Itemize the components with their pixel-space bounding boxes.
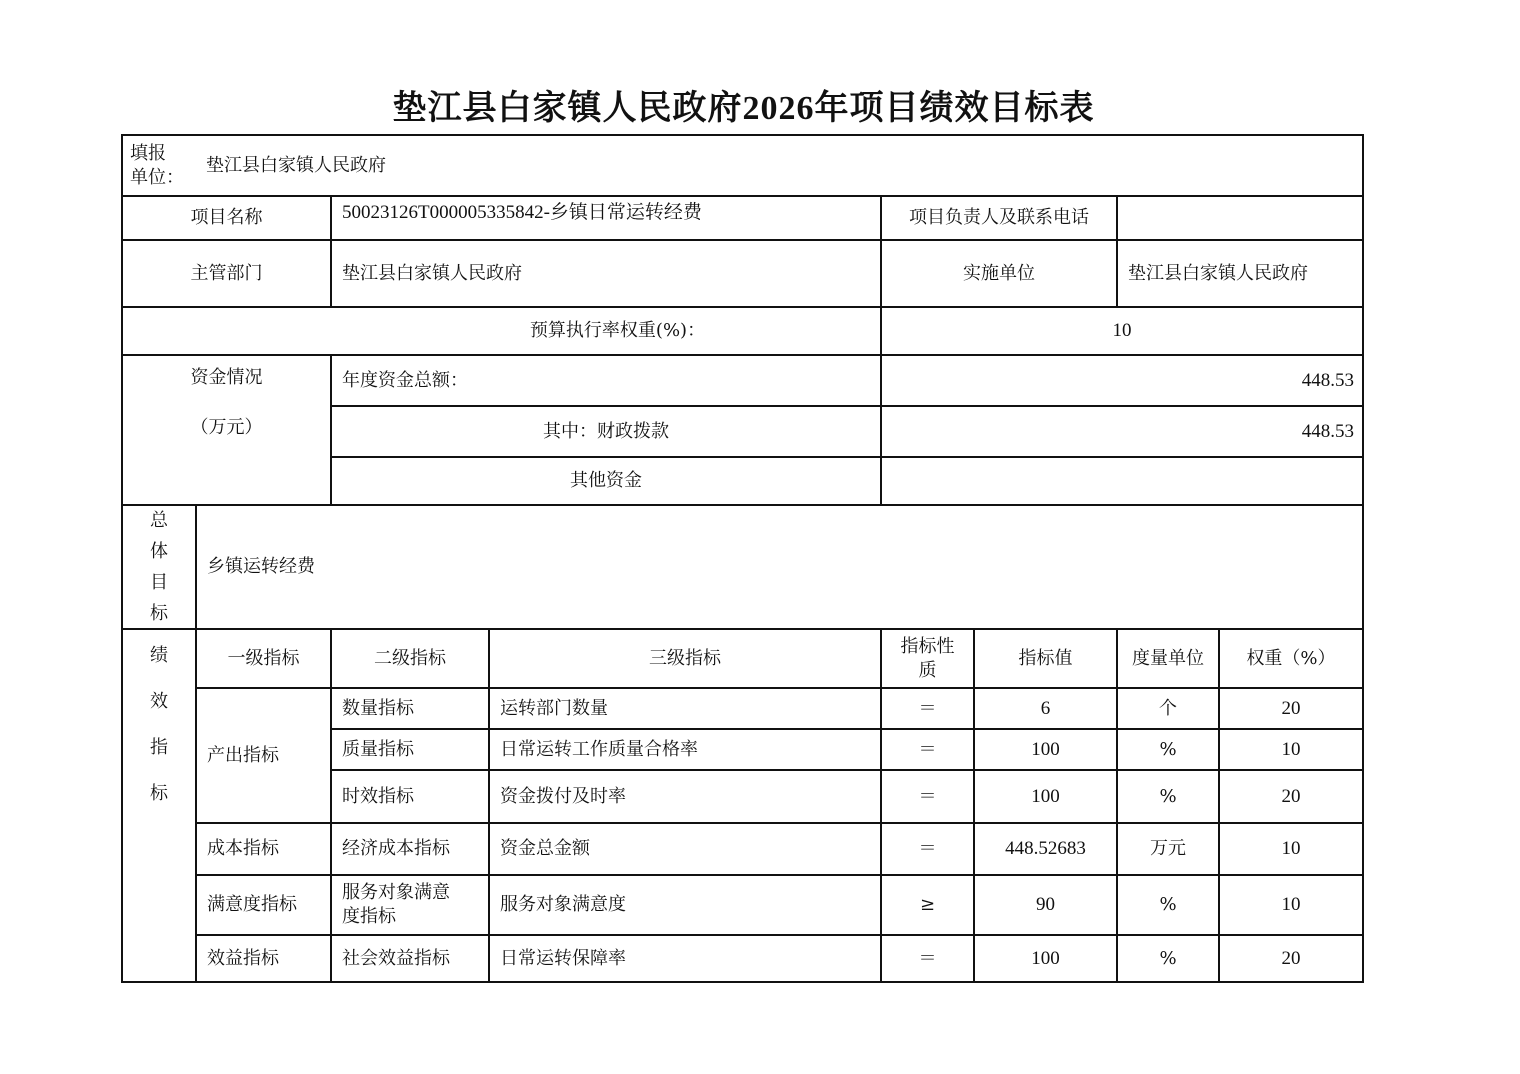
dept-value: 垫江县白家镇人民政府 xyxy=(342,262,522,284)
goal-label-char: 目 xyxy=(150,572,168,593)
value-cell: 448.52683 xyxy=(1005,838,1086,859)
weight-cell: 20 xyxy=(1281,947,1301,969)
header-nature-line2: 质 xyxy=(918,659,937,681)
level3-cell: 日常运转保障率 xyxy=(500,947,626,969)
impl-value: 垫江县白家镇人民政府 xyxy=(1128,262,1308,284)
group-satisfaction: 满意度指标 xyxy=(207,894,297,915)
contact-value xyxy=(1118,197,1362,239)
funds-fiscal-label: 其中：财政拨款 xyxy=(543,420,669,442)
level3-cell: 资金总金额 xyxy=(500,838,590,859)
unit-label xyxy=(130,138,194,194)
weight-cell: 20 xyxy=(1281,785,1301,807)
budget-rate-value: 10 xyxy=(1112,320,1132,341)
table-border-bottom xyxy=(121,981,1364,983)
level2-cell: 时效指标 xyxy=(342,785,414,807)
group-output: 产出指标 xyxy=(207,744,279,766)
level2-cell: 数量指标 xyxy=(342,697,414,719)
value-cell: 100 xyxy=(1031,947,1060,969)
nature-cell: ≥ xyxy=(919,894,936,915)
group-benefit: 效益指标 xyxy=(207,947,279,969)
header-level3: 三级指标 xyxy=(649,647,721,669)
funds-label-line1: 资金情况 xyxy=(190,367,263,388)
unit-value: 垫江县白家镇人民政府 xyxy=(206,154,386,176)
unit-cell: % xyxy=(1159,947,1177,969)
header-value: 指标值 xyxy=(1018,647,1073,669)
funds-label-line2: （万元） xyxy=(190,417,263,438)
nature-cell: ＝ xyxy=(918,785,937,807)
perf-label-char: 效 xyxy=(150,691,168,712)
level3-cell: 日常运转工作质量合格率 xyxy=(500,738,698,760)
table-border-right xyxy=(1362,134,1364,983)
level2-cell xyxy=(332,876,488,934)
page-title: 垫江县白家镇人民政府2026年项目绩效目标表 xyxy=(392,90,1095,127)
goal-label xyxy=(123,506,195,628)
weight-cell: 10 xyxy=(1281,838,1301,859)
perf-label xyxy=(123,630,195,830)
level3-cell: 运转部门数量 xyxy=(500,697,608,719)
weight-cell: 10 xyxy=(1281,894,1301,915)
value-cell: 90 xyxy=(1036,894,1055,915)
budget-rate-label: 预算执行率权重(%)： xyxy=(529,320,706,341)
weight-cell: 10 xyxy=(1281,738,1301,760)
level2-cell: 经济成本指标 xyxy=(342,838,450,859)
value-cell: 100 xyxy=(1031,738,1060,760)
header-nature-line1: 指标性 xyxy=(900,635,955,657)
group-cost: 成本指标 xyxy=(207,838,279,859)
funds-other-value xyxy=(882,458,1362,504)
value-cell: 100 xyxy=(1031,785,1060,807)
level2-cell: 质量指标 xyxy=(342,738,414,760)
level3-cell: 资金拨付及时率 xyxy=(500,785,626,807)
value-cell: 6 xyxy=(1040,697,1051,719)
goal-value: 乡镇运转经费 xyxy=(207,556,315,577)
project-name-value: 50023126T000005335842-乡镇日常运转经费 xyxy=(342,202,702,223)
level2-cell-line1: 服务对象满意 xyxy=(342,882,450,903)
goal-label-char: 总 xyxy=(150,510,168,531)
funds-fiscal-value: 448.53 xyxy=(1301,420,1354,442)
funds-other-label: 其他资金 xyxy=(570,470,642,491)
unit-cell: % xyxy=(1159,785,1177,807)
nature-cell: ＝ xyxy=(918,947,937,969)
unit-cell: 万元 xyxy=(1150,838,1186,859)
unit-label-line1: 填报 xyxy=(130,143,166,164)
funds-total-label: 年度资金总额： xyxy=(342,369,468,391)
goal-label-char: 体 xyxy=(150,541,168,562)
header-weight: 权重（%） xyxy=(1246,647,1336,669)
perf-label-char: 绩 xyxy=(150,645,168,666)
header-level2: 二级指标 xyxy=(374,647,446,669)
level3-cell: 服务对象满意度 xyxy=(500,894,626,915)
project-name-label: 项目名称 xyxy=(190,207,263,228)
dept-label: 主管部门 xyxy=(190,262,263,284)
nature-cell: ＝ xyxy=(918,738,937,760)
perf-label-char: 标 xyxy=(150,783,168,804)
level2-cell: 社会效益指标 xyxy=(342,947,450,969)
header-unit: 度量单位 xyxy=(1132,647,1204,669)
header-level1: 一级指标 xyxy=(227,647,300,669)
unit-label-line2: 单位： xyxy=(130,167,184,188)
goal-label-char: 标 xyxy=(150,603,168,624)
nature-cell: ＝ xyxy=(918,697,937,719)
unit-cell: 个 xyxy=(1159,697,1177,719)
unit-cell: % xyxy=(1159,738,1177,760)
impl-label: 实施单位 xyxy=(963,262,1035,284)
weight-cell: 20 xyxy=(1281,697,1301,719)
funds-total-value: 448.53 xyxy=(1301,369,1354,391)
header-nature xyxy=(882,630,973,687)
contact-label: 项目负责人及联系电话 xyxy=(909,207,1089,228)
nature-cell: ＝ xyxy=(918,838,937,859)
perf-label-char: 指 xyxy=(150,737,168,758)
unit-cell: % xyxy=(1159,894,1177,915)
level2-cell-line2: 度指标 xyxy=(342,906,396,927)
funds-label xyxy=(123,356,330,456)
